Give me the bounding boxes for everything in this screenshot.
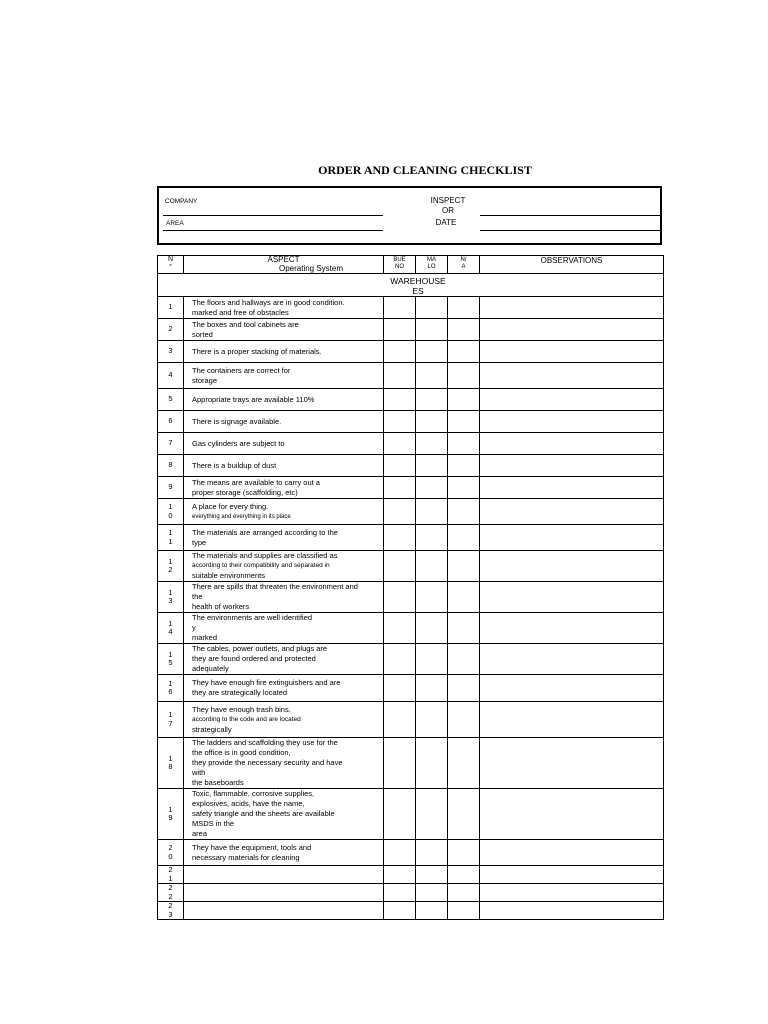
- observations-cell: [480, 433, 664, 455]
- observations-cell: [480, 902, 664, 920]
- aspect-line: necessary materials for cleaning: [192, 852, 300, 862]
- na-mark-cell: [448, 551, 480, 582]
- aspect-line: The materials and supplies are classified as: [192, 551, 338, 560]
- header-box: [157, 186, 662, 245]
- bad-mark-cell: [416, 582, 448, 613]
- aspect-cell: [184, 433, 384, 455]
- row-number-cell: [158, 866, 184, 884]
- row-number: 6: [168, 416, 173, 426]
- row-number-cell: [158, 297, 184, 319]
- observations-cell: [480, 866, 664, 884]
- bad-column-header: [416, 256, 448, 274]
- aspect-line: type: [192, 537, 207, 547]
- checklist-row: [158, 297, 664, 319]
- row-number: 21: [168, 865, 173, 883]
- inspector-label-line: INSPECT: [430, 196, 466, 205]
- aspect-line: The environments are well identified: [192, 613, 313, 622]
- observations-cell: [480, 389, 664, 411]
- row-number-cell: [158, 551, 184, 582]
- good-mark-cell: [384, 902, 416, 920]
- section-title: [388, 274, 448, 296]
- na-header-line: A: [461, 264, 466, 270]
- row-number-cell: [158, 644, 184, 675]
- row-number: 12: [168, 556, 173, 574]
- aspect-cell: [184, 702, 384, 738]
- good-mark-cell: [384, 411, 416, 433]
- bad-header-line: MA: [427, 257, 436, 263]
- good-mark-cell: [384, 341, 416, 363]
- good-mark-cell: [384, 525, 416, 551]
- aspect-cell: [184, 738, 384, 789]
- na-mark-cell: [448, 389, 480, 411]
- checklist-row: [158, 455, 664, 477]
- row-number: 3: [168, 346, 173, 356]
- row-number-cell: [158, 411, 184, 433]
- number-header-line: °: [169, 264, 172, 271]
- number-column-header: [158, 256, 184, 274]
- row-number: 7: [168, 438, 173, 448]
- aspect-line: area: [192, 829, 208, 838]
- aspect-line: health of workers: [192, 602, 250, 611]
- inspector-field-line: [480, 215, 660, 216]
- observations-cell: [480, 411, 664, 433]
- row-number: 20: [168, 843, 173, 861]
- bad-mark-cell: [416, 675, 448, 702]
- section-cell: [158, 274, 664, 297]
- aspect-line: The containers are correct for: [192, 365, 291, 375]
- aspect-line: the office is in good condition,: [192, 748, 291, 757]
- na-mark-cell: [448, 866, 480, 884]
- na-mark-cell: [448, 341, 480, 363]
- observations-cell: [480, 840, 664, 866]
- observations-cell: [480, 341, 664, 363]
- observations-cell: [480, 297, 664, 319]
- row-number: 11: [168, 528, 173, 546]
- good-mark-cell: [384, 789, 416, 840]
- checklist-body: [158, 274, 664, 920]
- aspect-line: Gas cylinders are subject to: [192, 438, 285, 448]
- row-number: 15: [168, 649, 173, 667]
- aspect-column-header: [184, 256, 384, 274]
- good-mark-cell: [384, 675, 416, 702]
- area-label: AREA: [166, 220, 184, 227]
- na-mark-cell: [448, 477, 480, 499]
- aspect-cell: [184, 582, 384, 613]
- checklist-row: [158, 902, 664, 920]
- bad-mark-cell: [416, 702, 448, 738]
- inspector-label-line: OR: [442, 206, 454, 215]
- row-number: 22: [168, 883, 173, 901]
- page-title: ORDER AND CLEANING CHECKLIST: [318, 163, 532, 177]
- aspect-cell: [184, 551, 384, 582]
- checklist-row: [158, 319, 664, 341]
- good-mark-cell: [384, 866, 416, 884]
- row-number-cell: [158, 675, 184, 702]
- aspect-line: the baseboards: [192, 778, 244, 787]
- checklist-row: [158, 411, 664, 433]
- observations-cell: [480, 551, 664, 582]
- aspect-cell: [184, 789, 384, 840]
- checklist-row: [158, 389, 664, 411]
- checklist-row: [158, 551, 664, 582]
- good-mark-cell: [384, 551, 416, 582]
- good-mark-cell: [384, 477, 416, 499]
- company-field-line: [163, 215, 383, 216]
- row-number-cell: [158, 499, 184, 525]
- aspect-line: they are strategically located: [192, 688, 288, 697]
- row-number-cell: [158, 433, 184, 455]
- bad-mark-cell: [416, 389, 448, 411]
- row-number-cell: [158, 341, 184, 363]
- good-mark-cell: [384, 738, 416, 789]
- observations-cell: [480, 477, 664, 499]
- row-number: 16: [168, 678, 173, 696]
- good-mark-cell: [384, 319, 416, 341]
- checklist-row: [158, 866, 664, 884]
- row-number-cell: [158, 902, 184, 920]
- good-mark-cell: [384, 499, 416, 525]
- na-mark-cell: [448, 363, 480, 389]
- observations-cell: [480, 455, 664, 477]
- checklist-row: [158, 525, 664, 551]
- aspect-line: the: [192, 592, 203, 601]
- bad-mark-cell: [416, 738, 448, 789]
- na-mark-cell: [448, 433, 480, 455]
- checklist-row: [158, 477, 664, 499]
- row-number: 4: [168, 370, 173, 380]
- na-column-header: [448, 256, 480, 274]
- row-number-cell: [158, 738, 184, 789]
- bad-mark-cell: [416, 477, 448, 499]
- row-number: 1: [168, 302, 173, 312]
- observations-cell: [480, 702, 664, 738]
- row-number-cell: [158, 702, 184, 738]
- aspect-cell: [184, 840, 384, 866]
- aspect-line: explosives, acids, have the name,: [192, 799, 305, 808]
- aspect-line: according to their compatibility and separated in: [192, 562, 330, 569]
- aspect-cell: [184, 675, 384, 702]
- na-mark-cell: [448, 499, 480, 525]
- row-number-cell: [158, 363, 184, 389]
- bad-mark-cell: [416, 341, 448, 363]
- good-header-line: NO: [395, 264, 404, 270]
- aspect-line: suitable environments: [192, 571, 265, 580]
- date-label: DATE: [435, 218, 457, 227]
- row-number: 19: [168, 804, 173, 822]
- na-mark-cell: [448, 582, 480, 613]
- aspect-cell: [184, 613, 384, 644]
- bad-mark-cell: [416, 411, 448, 433]
- bad-mark-cell: [416, 499, 448, 525]
- observations-cell: [480, 499, 664, 525]
- aspect-line: y: [192, 623, 196, 632]
- na-mark-cell: [448, 738, 480, 789]
- row-number: 5: [168, 394, 173, 404]
- aspect-line: they are found ordered and protected: [192, 654, 316, 663]
- checklist-row: [158, 499, 664, 525]
- row-number-cell: [158, 477, 184, 499]
- observations-cell: [480, 363, 664, 389]
- row-number: 13: [168, 587, 173, 605]
- na-mark-cell: [448, 613, 480, 644]
- row-number: 17: [168, 710, 173, 728]
- aspect-line: They have the equipment, tools and: [192, 842, 312, 852]
- row-number-cell: [158, 613, 184, 644]
- good-mark-cell: [384, 297, 416, 319]
- aspect-line: with: [192, 768, 206, 777]
- na-mark-cell: [448, 789, 480, 840]
- na-mark-cell: [448, 411, 480, 433]
- bad-mark-cell: [416, 433, 448, 455]
- na-mark-cell: [448, 644, 480, 675]
- aspect-line: A place for every thing.: [192, 501, 269, 511]
- row-number: 18: [168, 753, 173, 771]
- aspect-line: There is a buildup of dust: [192, 460, 277, 470]
- number-header-line: N: [167, 256, 174, 263]
- na-mark-cell: [448, 675, 480, 702]
- bad-header-line: LO: [427, 264, 436, 270]
- column-header-row: [158, 256, 664, 274]
- checklist-row: [158, 702, 664, 738]
- aspect-cell: [184, 525, 384, 551]
- aspect-cell: [184, 884, 384, 902]
- company-label: COMPANY: [165, 198, 198, 205]
- section-title-line: ES: [412, 286, 424, 296]
- aspect-line: according to the code and are located: [192, 715, 301, 723]
- aspect-cell: [184, 411, 384, 433]
- aspect-cell: [184, 297, 384, 319]
- checklist-row: [158, 675, 664, 702]
- row-number-cell: [158, 389, 184, 411]
- bad-mark-cell: [416, 297, 448, 319]
- aspect-line: safety triangle and the sheets are available: [192, 809, 335, 818]
- observations-cell: [480, 613, 664, 644]
- bad-mark-cell: [416, 455, 448, 477]
- na-header-line: N/: [460, 257, 467, 263]
- bad-mark-cell: [416, 363, 448, 389]
- na-mark-cell: [448, 297, 480, 319]
- checklist-row: [158, 884, 664, 902]
- checklist-row: [158, 341, 664, 363]
- checklist-row: [158, 840, 664, 866]
- bad-mark-cell: [416, 902, 448, 920]
- row-number: 9: [168, 482, 173, 492]
- aspect-line: Appropriate trays are available 110%: [192, 394, 315, 404]
- observations-cell: [480, 319, 664, 341]
- observations-cell: [480, 884, 664, 902]
- row-number-cell: [158, 884, 184, 902]
- bad-mark-cell: [416, 525, 448, 551]
- section-title-line: WAREHOUSE: [390, 276, 446, 286]
- row-number: 10: [168, 502, 173, 520]
- observations-cell: [480, 525, 664, 551]
- good-mark-cell: [384, 363, 416, 389]
- aspect-line: The cables, power outlets, and plugs are: [192, 644, 328, 653]
- bad-mark-cell: [416, 884, 448, 902]
- good-header-line: BUE: [393, 257, 406, 263]
- aspect-cell: [184, 319, 384, 341]
- good-mark-cell: [384, 433, 416, 455]
- na-mark-cell: [448, 840, 480, 866]
- aspect-line: storage: [192, 375, 218, 385]
- aspect-line: The ladders and scaffolding they use for the: [192, 738, 338, 747]
- aspect-line: There are spills that threaten the environment and: [192, 582, 358, 591]
- row-number: 2: [168, 324, 173, 334]
- observations-cell: [480, 582, 664, 613]
- checklist-row: [158, 613, 664, 644]
- aspect-line: MSDS in the: [192, 819, 235, 828]
- good-column-header: [384, 256, 416, 274]
- row-number-cell: [158, 789, 184, 840]
- bad-mark-cell: [416, 319, 448, 341]
- na-mark-cell: [448, 702, 480, 738]
- aspect-line: They have enough trash bins.: [192, 704, 291, 714]
- na-mark-cell: [448, 319, 480, 341]
- aspect-line: everything and everything in its place: [192, 513, 291, 520]
- good-mark-cell: [384, 389, 416, 411]
- checklist-row: [158, 433, 664, 455]
- aspect-line: The means are available to carry out a: [192, 477, 320, 487]
- row-number-cell: [158, 582, 184, 613]
- aspect-line: they provide the necessary security and have: [192, 758, 343, 767]
- row-number-cell: [158, 840, 184, 866]
- good-mark-cell: [384, 884, 416, 902]
- bad-mark-cell: [416, 644, 448, 675]
- aspect-line: There is signage available.: [192, 416, 282, 426]
- observations-column-header: OBSERVATIONS: [480, 256, 664, 274]
- observations-cell: [480, 738, 664, 789]
- good-mark-cell: [384, 582, 416, 613]
- aspect-cell: [184, 341, 384, 363]
- na-mark-cell: [448, 525, 480, 551]
- inspector-label: [418, 196, 478, 216]
- row-number-cell: [158, 455, 184, 477]
- checklist-row: [158, 363, 664, 389]
- na-mark-cell: [448, 455, 480, 477]
- row-number: 8: [168, 460, 173, 470]
- aspect-line: They have enough fire extinguishers and are: [192, 678, 341, 687]
- aspect-cell: [184, 902, 384, 920]
- na-mark-cell: [448, 884, 480, 902]
- aspect-line: proper storage (scaffolding, etc): [192, 487, 298, 497]
- observations-cell: [480, 675, 664, 702]
- aspect-cell: [184, 363, 384, 389]
- row-number-cell: [158, 525, 184, 551]
- operating-system-label: Operating System: [278, 263, 344, 273]
- aspect-cell: [184, 455, 384, 477]
- aspect-cell: [184, 866, 384, 884]
- aspect-line: The floors and hallways are in good condition.: [192, 297, 345, 307]
- aspect-line: There is a proper stacking of materials.: [192, 346, 322, 356]
- observations-cell: [480, 644, 664, 675]
- checklist-row: [158, 644, 664, 675]
- good-mark-cell: [384, 644, 416, 675]
- checklist-table: [157, 255, 664, 920]
- aspect-cell: [184, 389, 384, 411]
- good-mark-cell: [384, 613, 416, 644]
- area-field-line: [163, 230, 383, 231]
- good-mark-cell: [384, 702, 416, 738]
- good-mark-cell: [384, 840, 416, 866]
- aspect-line: Toxic, flammable, corrosive supplies,: [192, 789, 315, 798]
- observations-cell: [480, 789, 664, 840]
- row-number-cell: [158, 319, 184, 341]
- aspect-line: The boxes and tool cabinets are: [192, 319, 299, 329]
- bad-mark-cell: [416, 551, 448, 582]
- row-number: 23: [168, 901, 173, 919]
- checklist-row: [158, 738, 664, 789]
- aspect-line: strategically: [192, 724, 232, 734]
- bad-mark-cell: [416, 866, 448, 884]
- aspect-header-label: ASPECT: [267, 255, 300, 264]
- date-field-line: [480, 230, 660, 231]
- na-mark-cell: [448, 902, 480, 920]
- aspect-line: marked: [192, 633, 218, 642]
- row-number: 14: [168, 618, 173, 636]
- good-mark-cell: [384, 455, 416, 477]
- bad-mark-cell: [416, 789, 448, 840]
- aspect-line: The materials are arranged according to the: [192, 527, 338, 537]
- checklist-row: [158, 789, 664, 840]
- aspect-cell: [184, 499, 384, 525]
- aspect-cell: [184, 477, 384, 499]
- aspect-line: adequately: [192, 664, 229, 673]
- checklist-row: [158, 582, 664, 613]
- aspect-line: sorted: [192, 329, 213, 339]
- section-row: [158, 274, 664, 297]
- aspect-line: marked and free of obstacles: [192, 307, 289, 317]
- bad-mark-cell: [416, 613, 448, 644]
- aspect-cell: [184, 644, 384, 675]
- bad-mark-cell: [416, 840, 448, 866]
